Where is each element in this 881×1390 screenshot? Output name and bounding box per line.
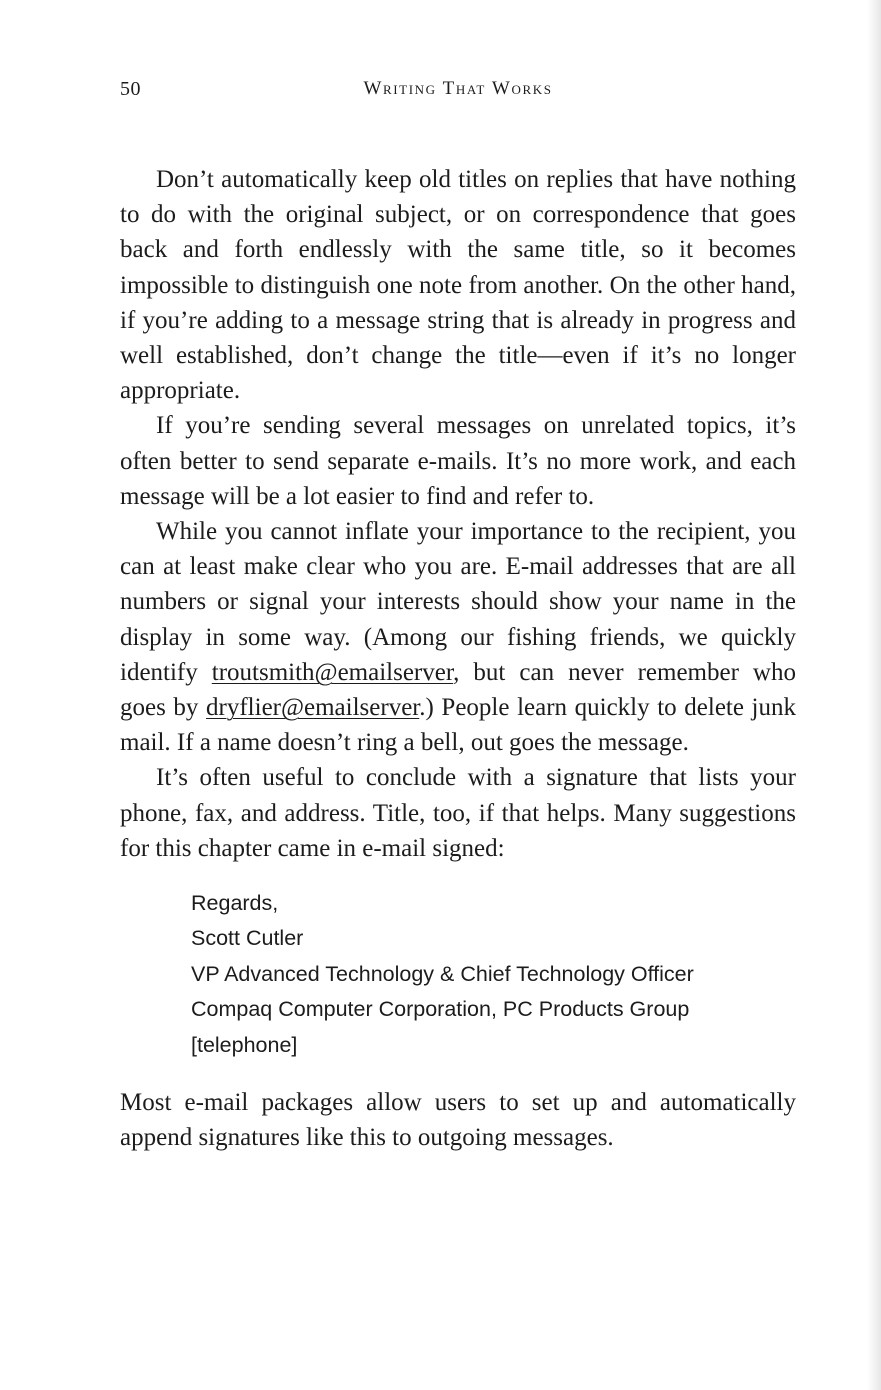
page-header xyxy=(120,76,796,106)
page-number: 50 xyxy=(120,78,141,100)
running-head: Writing That Works xyxy=(363,78,553,99)
signature-line-name: Scott Cutler xyxy=(191,926,304,951)
paragraph-conclusion: Most e-mail packages allow users to set up and automatically append signatures like this to outgoing messages. xyxy=(120,1089,796,1152)
signature-line-telephone: [telephone] xyxy=(191,1032,298,1057)
paragraph-titles: Don’t automatically keep old titles on replies that have nothing to do with the original subject, or on correspondence that goes back and forth endlessly with the same title, so it becomes impossible to distinguish one note from another. On the other hand, if you’re adding to a message string that is already in progress and well established, don’t change the title—even if it’s no longer appropriate. xyxy=(120,166,796,405)
body-text xyxy=(120,162,796,1156)
page-edge-shadow xyxy=(867,0,881,1390)
paragraph-identity-text-1: While you cannot inflate your importance to the recipient, you can at least make clear who you are. E-mail addresses that are all numbers or signal your interests should show your name in the display in some way. (Among our fishing friends, we quickly identify xyxy=(120,518,796,686)
paragraph-signature-intro: It’s often useful to conclude with a signature that lists your phone, fax, and address. Title, too, if that helps. Many suggestions for this chapter came in e-mail signed: xyxy=(120,764,796,862)
signature-line-title: VP Advanced Technology & Chief Technology Officer xyxy=(191,961,694,986)
paragraph-identity xyxy=(120,514,796,760)
email-link-dryflier[interactable]: dryflier@emailserver xyxy=(206,694,420,722)
paragraph-identity-text-2: , but can never remember who goes by xyxy=(120,658,796,722)
signature-line-regards: Regards, xyxy=(191,891,279,916)
email-link-troutsmith[interactable]: troutsmith@emailserver xyxy=(211,658,454,686)
signature-line-company: Compaq Computer Corporation, PC Products Group xyxy=(191,997,690,1022)
paragraph-separate-emails: If you’re sending several messages on unrelated topics, it’s often better to send separate e-mails. It’s no more work, and each message will be a lot easier to find and refer to. xyxy=(120,412,796,510)
email-signature-block xyxy=(191,886,796,1063)
paragraph-identity-text-3: .) People learn quickly to delete junk mail. If a name doesn’t ring a bell, out goes the message. xyxy=(120,694,796,757)
